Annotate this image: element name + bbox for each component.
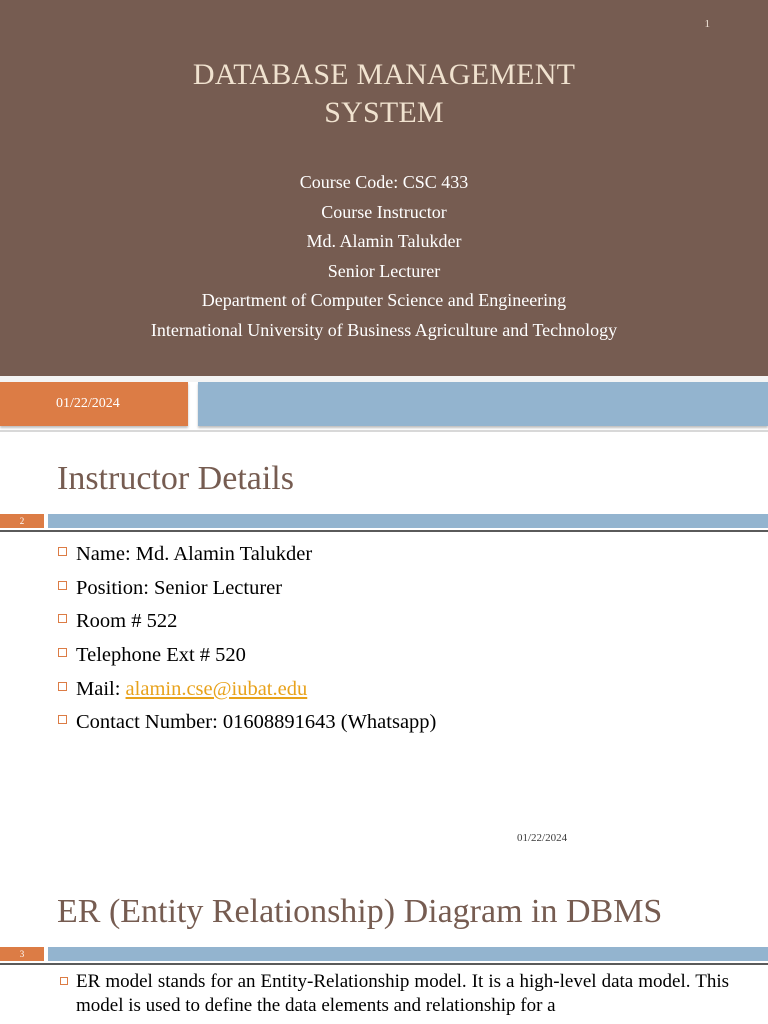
square-bullet-icon [58, 581, 67, 590]
square-bullet-icon [58, 614, 67, 623]
slide-title [0, 56, 768, 132]
list-item [58, 605, 436, 639]
list-item [58, 572, 436, 606]
title-underline-rule [0, 530, 768, 532]
square-bullet-icon [58, 648, 67, 657]
room-item: Room # 522 [76, 610, 178, 633]
list-item [58, 538, 436, 572]
telephone-item: Telephone Ext # 520 [76, 644, 246, 667]
email-link[interactable]: alamin.cse@iubat.edu [125, 677, 308, 700]
slide-date: 01/22/2024 [56, 396, 120, 411]
slide-number: 2 [19, 516, 25, 526]
slide-title: Instructor Details [57, 460, 294, 497]
instructor-name: Md. Alamin Talukder [306, 231, 462, 251]
course-info [0, 168, 768, 345]
course-code: Course Code: CSC 433 [299, 172, 469, 192]
slide-title: ER (Entity Relationship) Diagram in DBMS [57, 893, 663, 930]
list-item [58, 639, 436, 673]
footer-date: 01/22/2024 [517, 832, 568, 844]
title-underline-bar [48, 947, 768, 961]
slide-number: 3 [19, 949, 25, 959]
title-underline-rule [0, 963, 768, 965]
list-item [58, 672, 436, 706]
instructor-details-list [58, 538, 436, 740]
mail-label: Mail: [76, 677, 126, 700]
instructor-name-item: Name: Md. Alamin Talukder [76, 543, 313, 566]
page-divider [0, 430, 768, 432]
contact-number-item: Contact Number: 01608891643 (Whatsapp) [76, 711, 437, 734]
blue-banner [198, 382, 768, 426]
title-underline-bar [48, 514, 768, 528]
square-bullet-icon [58, 682, 67, 691]
instructor-position: Senior Lecturer [327, 260, 441, 281]
title-line-1: DATABASE MANAGEMENT [192, 58, 576, 91]
slide-number: 1 [704, 18, 710, 30]
list-item [58, 706, 436, 740]
university: International University of Business Agriculture and Technology [150, 319, 618, 340]
title-line-2: SYSTEM [324, 96, 444, 129]
er-model-description: ER model stands for an Entity-Relationship model. It is a high-level data model. This model is used to define the data elements and relationship for a [76, 971, 729, 1016]
department: Department of Computer Science and Engineering [201, 290, 567, 310]
square-bullet-icon [58, 715, 67, 724]
course-instructor-label: Course Instructor [321, 201, 447, 222]
square-bullet-icon [58, 547, 67, 556]
position-item: Position: Senior Lecturer [76, 576, 283, 599]
square-bullet-icon [60, 977, 68, 985]
